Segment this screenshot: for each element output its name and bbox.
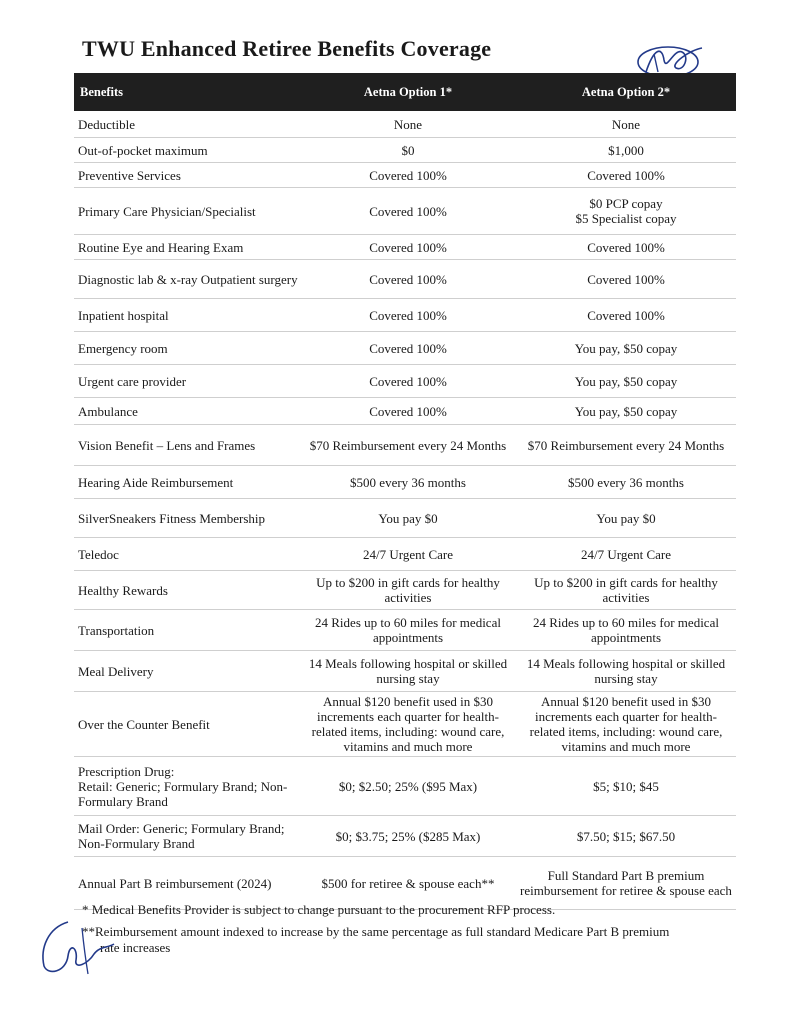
table-row [74,571,736,610]
footnote-double-asterisk: **Reimbursement amount indexed to increase by the same percentage as full standard Medicare Part B premium [82,924,670,939]
benefit-cell: Annual Part B reimbursement (2024) [78,875,272,891]
option-2-cell: $70 Reimbursement every 24 Months [527,437,725,453]
option-1-cell: $70 Reimbursement every 24 Months [309,437,507,453]
table-row [74,188,736,235]
table-row [74,260,736,299]
handwritten-signature-icon [38,918,128,978]
option-2-cell: 14 Meals following hospital or skilled nursing stay [526,656,726,686]
benefit-cell: Routine Eye and Hearing Exam [78,239,244,255]
option-2-cell: Covered 100% [587,167,665,183]
option-2-cell: $5; $10; $45 [593,778,659,794]
benefit-cell: Diagnostic lab & x-ray Outpatient surgery [78,271,298,287]
option-2-cell: 24 Rides up to 60 miles for medical appointments [533,615,719,645]
option-2-cell: 24/7 Urgent Care [580,546,672,562]
header-option-2: Aetna Option 2* [581,84,671,99]
table-header [74,73,736,111]
table-row [74,163,736,188]
table-row [74,466,736,499]
benefit-cell: SilverSneakers Fitness Membership [78,510,266,526]
option-1-cell: Covered 100% [369,239,447,255]
table-row [74,332,736,365]
table-row [74,692,736,757]
footnote-double-asterisk-continued: rate increases [100,940,171,955]
table-row [74,816,736,857]
option-1-cell: Covered 100% [369,340,447,356]
benefit-cell: Meal Delivery [78,663,154,679]
header-option-1: Aetna Option 1* [363,84,453,99]
option-1-cell: 24 Rides up to 60 miles for medical appointments [315,615,501,645]
option-1-cell: You pay $0 [378,510,438,526]
option-2-cell: You pay, $50 copay [574,403,678,419]
benefit-cell: Emergency room [78,340,168,356]
table-row [74,610,736,651]
benefit-cell: Hearing Aide Reimbursement [78,474,234,490]
benefit-cell: Inpatient hospital [78,307,169,323]
benefit-cell: Urgent care provider [78,373,187,389]
option-1-cell: Covered 100% [369,167,447,183]
option-1-cell: Covered 100% [369,373,447,389]
option-2-cell: Up to $200 in gift cards for healthy activities [534,575,718,605]
benefit-cell: Teledoc [78,546,119,562]
benefit-cell: Mail Order: Generic; Formulary Brand; Non-Formulary Brand [78,821,285,851]
option-1-cell: Annual $120 benefit used in $30 increments each quarter for health-related items, including: wound care, vitamins and much more [311,694,505,754]
benefit-cell: Over the Counter Benefit [78,716,210,732]
option-2-cell: $7.50; $15; $67.50 [576,828,676,844]
table-row [74,398,736,425]
table-row [74,365,736,398]
page-title: TWU Enhanced Retiree Benefits Coverage [82,36,492,61]
option-2-cell: Covered 100% [587,239,665,255]
table-row [74,651,736,692]
benefit-cell: Transportation [78,622,155,638]
option-1-cell: Up to $200 in gift cards for healthy activities [316,575,500,605]
option-2-cell: Full Standard Part B premium reimbursement for retiree & spouse each [520,868,732,898]
option-2-cell: None [611,116,641,132]
option-1-cell: Covered 100% [369,203,447,219]
benefits-table [74,73,736,910]
benefit-cell: Out-of-pocket maximum [78,142,208,158]
table-row [74,425,736,466]
benefit-cell: Prescription Drug: Retail: Generic; Formulary Brand; Non-Formulary Brand [78,763,288,809]
option-2-cell: Covered 100% [587,271,665,287]
option-1-cell: $500 for retiree & spouse each** [321,875,495,891]
header-benefits: Benefits [80,84,124,99]
option-1-cell: $500 every 36 months [350,474,466,490]
option-1-cell: Covered 100% [369,403,447,419]
table-row [74,499,736,538]
option-1-cell: 24/7 Urgent Care [362,546,454,562]
option-1-cell: None [393,116,423,132]
option-2-cell: $0 PCP copay $5 Specialist copay [575,196,677,226]
option-1-cell: Covered 100% [369,271,447,287]
table-row [74,538,736,571]
option-1-cell: 14 Meals following hospital or skilled nursing stay [308,656,508,686]
option-1-cell: $0; $2.50; 25% ($95 Max) [338,778,478,794]
table-row [74,235,736,260]
table-row [74,757,736,816]
option-2-cell: $1,000 [608,142,644,158]
option-2-cell: Covered 100% [587,307,665,323]
benefit-cell: Vision Benefit – Lens and Frames [78,437,256,453]
option-1-cell: Covered 100% [369,307,447,323]
table-row [74,138,736,163]
benefit-cell: Ambulance [78,403,138,419]
option-2-cell: Annual $120 benefit used in $30 increments each quarter for health-related items, including: wound care, vitamins and much more [529,694,723,754]
benefit-cell: Deductible [78,116,136,132]
table-row [74,111,736,138]
benefit-cell: Healthy Rewards [78,582,168,598]
option-2-cell: $500 every 36 months [568,474,684,490]
option-2-cell: You pay, $50 copay [574,373,678,389]
benefit-cell: Primary Care Physician/Specialist [78,203,256,219]
table-row [74,299,736,332]
footnote-single-asterisk: * Medical Benefits Provider is subject to change pursuant to the procurement RFP process. [82,902,556,917]
benefit-cell: Preventive Services [78,167,181,183]
option-1-cell: $0; $3.75; 25% ($285 Max) [335,828,481,844]
option-2-cell: You pay $0 [596,510,656,526]
option-1-cell: $0 [401,142,415,158]
option-2-cell: You pay, $50 copay [574,340,678,356]
